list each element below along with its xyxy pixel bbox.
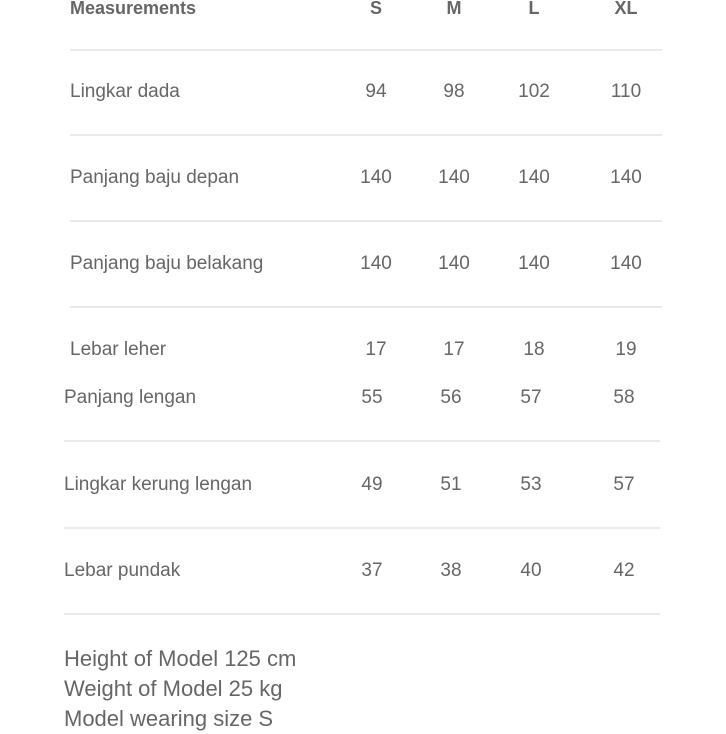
cell-m: 140 xyxy=(438,253,470,274)
row-label: Panjang baju belakang xyxy=(70,253,264,274)
cell-l: 53 xyxy=(520,474,542,495)
cell-xl: 140 xyxy=(610,253,642,274)
cell-l: 102 xyxy=(518,81,550,102)
cell-s: 55 xyxy=(361,387,383,408)
cell-xl: 58 xyxy=(613,387,635,408)
cell-l: 140 xyxy=(518,253,550,274)
cell-m: 140 xyxy=(438,167,470,188)
row-label: Panjang baju depan xyxy=(70,167,240,188)
row-label: Lebar leher xyxy=(70,339,167,360)
cell-s: 94 xyxy=(365,81,387,102)
cell-xl: 140 xyxy=(610,167,642,188)
cell-m: 17 xyxy=(443,339,465,360)
model-height: Height of Model 125 cm xyxy=(64,646,297,671)
cell-xl: 19 xyxy=(615,339,637,360)
cell-xl: 57 xyxy=(613,474,635,495)
cell-s: 37 xyxy=(361,560,383,581)
cell-s: 140 xyxy=(360,167,392,188)
cell-xl: 42 xyxy=(613,560,635,581)
header-size-m: M xyxy=(446,0,462,18)
cell-l: 57 xyxy=(520,387,542,408)
model-weight: Weight of Model 25 kg xyxy=(64,676,283,701)
cell-s: 17 xyxy=(365,339,387,360)
cell-l: 18 xyxy=(523,339,545,360)
divider xyxy=(64,613,660,615)
header-size-l: L xyxy=(528,0,540,18)
divider xyxy=(64,440,660,442)
row-label: Panjang lengan xyxy=(64,387,197,408)
divider xyxy=(70,220,662,222)
header-measurements: Measurements xyxy=(70,0,197,18)
cell-m: 38 xyxy=(440,560,462,581)
divider xyxy=(70,306,662,308)
row-label: Lingkar kerung lengan xyxy=(64,474,253,495)
divider xyxy=(64,527,660,529)
row-label: Lingkar dada xyxy=(70,81,180,102)
cell-m: 56 xyxy=(440,387,462,408)
row-label: Lebar pundak xyxy=(64,560,181,581)
cell-m: 98 xyxy=(443,81,465,102)
cell-s: 49 xyxy=(361,474,383,495)
cell-l: 40 xyxy=(520,560,542,581)
header-size-xl: XL xyxy=(614,0,638,18)
divider xyxy=(70,49,662,51)
header-size-s: S xyxy=(369,0,383,18)
model-size: Model wearing size S xyxy=(64,706,274,731)
divider xyxy=(70,134,662,136)
cell-xl: 110 xyxy=(610,81,642,102)
cell-m: 51 xyxy=(440,474,462,495)
cell-s: 140 xyxy=(360,253,392,274)
cell-l: 140 xyxy=(518,167,550,188)
